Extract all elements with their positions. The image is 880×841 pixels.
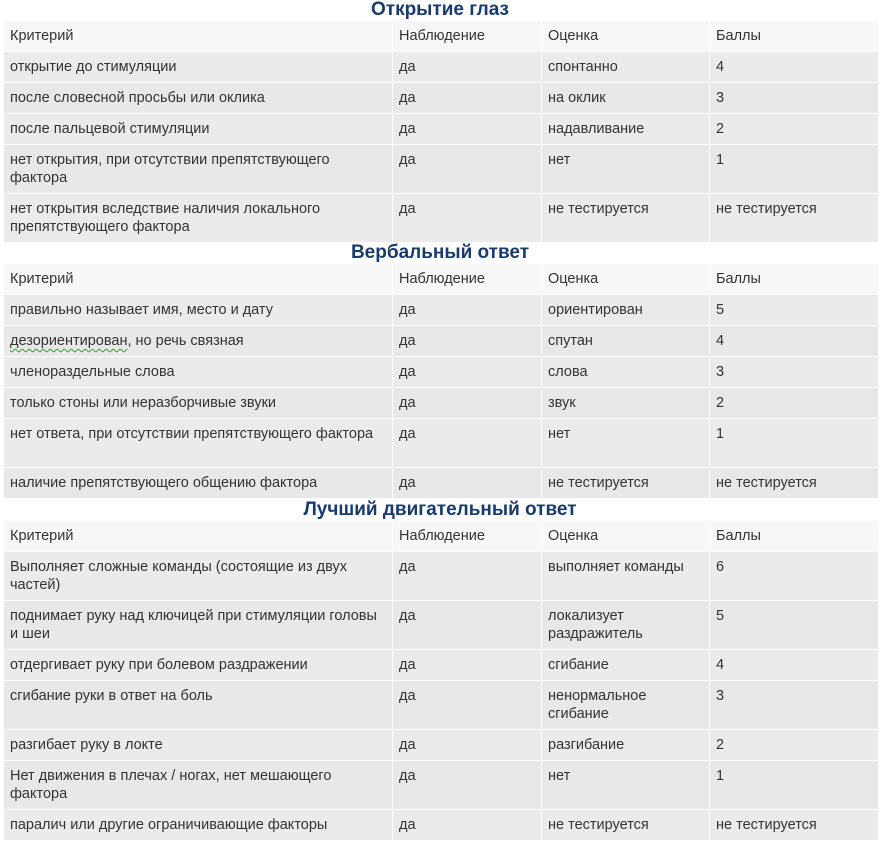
criterion-cell: после словесной просьбы или оклика (4, 83, 393, 114)
score-cell: 2 (710, 730, 879, 761)
assessment-cell: выполняет команды (542, 552, 710, 601)
table-header-row (4, 264, 879, 295)
observation-cell: да (393, 552, 542, 601)
observation-cell: да (393, 468, 542, 499)
observation-cell: да (393, 52, 542, 83)
score-cell: 1 (710, 761, 879, 810)
observation-cell: да (393, 761, 542, 810)
observation-cell: да (393, 114, 542, 145)
assessment-cell: нет (542, 419, 710, 468)
header-assessment: Оценка (542, 264, 710, 295)
header-score: Баллы (710, 264, 879, 295)
header-assessment: Оценка (542, 21, 710, 52)
criterion-cell: разгибает руку в локте (4, 730, 393, 761)
score-cell: 1 (710, 419, 879, 468)
score-cell: 6 (710, 552, 879, 601)
criterion-cell: нет открытия вследствие наличия локального препятствующего фактора (4, 194, 393, 243)
table-row (4, 761, 879, 810)
assessment-cell: спутан (542, 326, 710, 357)
criterion-cell: Нет движения в плечах / ногах, нет мешающего фактора (4, 761, 393, 810)
assessment-cell: ненормальное сгибание (542, 681, 710, 730)
verbal-response-table (3, 263, 879, 499)
criterion-cell: паралич или другие ограничивающие факторы (4, 810, 393, 841)
table-row (4, 388, 879, 419)
table-row (4, 145, 879, 194)
score-cell: 1 (710, 145, 879, 194)
observation-cell: да (393, 194, 542, 243)
assessment-cell: сгибание (542, 650, 710, 681)
table-row (4, 810, 879, 841)
assessment-cell: не тестируется (542, 194, 710, 243)
assessment-cell: нет (542, 145, 710, 194)
criterion-cell: наличие препятствующего общению фактора (4, 468, 393, 499)
criterion-cell: сгибание руки в ответ на боль (4, 681, 393, 730)
criterion-cell: только стоны или неразборчивые звуки (4, 388, 393, 419)
observation-cell: да (393, 388, 542, 419)
assessment-cell: нет (542, 761, 710, 810)
section-title-verbal-response: Вербальный ответ (350, 242, 530, 263)
motor-response-table (3, 520, 879, 841)
observation-cell: да (393, 601, 542, 650)
score-cell: 4 (710, 650, 879, 681)
observation-cell: да (393, 681, 542, 730)
header-score: Баллы (710, 21, 879, 52)
table-row (4, 681, 879, 730)
observation-cell: да (393, 326, 542, 357)
score-cell: 3 (710, 83, 879, 114)
assessment-cell: не тестируется (542, 468, 710, 499)
table-row (4, 419, 879, 468)
observation-cell: да (393, 650, 542, 681)
criterion-cell: Выполняет сложные команды (состоящие из двух частей) (4, 552, 393, 601)
criterion-cell: правильно называет имя, место и дату (4, 295, 393, 326)
table-row (4, 552, 879, 601)
header-criterion: Критерий (4, 521, 393, 552)
score-cell: 3 (710, 357, 879, 388)
section-title-eye-opening: Открытие глаз (370, 0, 509, 20)
header-observation: Наблюдение (393, 264, 542, 295)
assessment-cell: слова (542, 357, 710, 388)
criterion-cell: дезориентирован, но речь связная (4, 326, 393, 357)
observation-cell: да (393, 295, 542, 326)
table-row (4, 114, 879, 145)
assessment-cell: звук (542, 388, 710, 419)
table-row (4, 650, 879, 681)
observation-cell: да (393, 810, 542, 841)
assessment-cell: надавливание (542, 114, 710, 145)
assessment-cell: на оклик (542, 83, 710, 114)
criterion-cell: открытие до стимуляции (4, 52, 393, 83)
score-cell: 4 (710, 326, 879, 357)
assessment-cell: ориентирован (542, 295, 710, 326)
score-cell: не тестируется (710, 810, 879, 841)
observation-cell: да (393, 419, 542, 468)
table-header-row (4, 21, 879, 52)
observation-cell: да (393, 83, 542, 114)
section-title-motor-response: Лучший двигательный ответ (303, 499, 577, 520)
table-row (4, 52, 879, 83)
observation-cell: да (393, 145, 542, 194)
assessment-cell: спонтанно (542, 52, 710, 83)
score-cell: 2 (710, 388, 879, 419)
assessment-cell: разгибание (542, 730, 710, 761)
table-row (4, 730, 879, 761)
header-assessment: Оценка (542, 521, 710, 552)
score-cell: 5 (710, 601, 879, 650)
criterion-cell: после пальцевой стимуляции (4, 114, 393, 145)
score-cell: 4 (710, 52, 879, 83)
criterion-cell: отдергивает руку при болевом раздражении (4, 650, 393, 681)
header-observation: Наблюдение (393, 21, 542, 52)
table-header-row (4, 521, 879, 552)
criterion-cell: нет открытия, при отсутствии препятствующего фактора (4, 145, 393, 194)
table-row (4, 357, 879, 388)
header-criterion: Критерий (4, 21, 393, 52)
assessment-cell: локализует раздражитель (542, 601, 710, 650)
score-cell: не тестируется (710, 194, 879, 243)
score-cell: 3 (710, 681, 879, 730)
assessment-cell: не тестируется (542, 810, 710, 841)
observation-cell: да (393, 730, 542, 761)
observation-cell: да (393, 357, 542, 388)
score-cell: 5 (710, 295, 879, 326)
table-row (4, 83, 879, 114)
criterion-cell: нет ответа, при отсутствии препятствующего фактора (4, 419, 393, 468)
table-row (4, 326, 879, 357)
criterion-cell: членораздельные слова (4, 357, 393, 388)
header-observation: Наблюдение (393, 521, 542, 552)
header-score: Баллы (710, 521, 879, 552)
table-row (4, 601, 879, 650)
criterion-cell: поднимает руку над ключицей при стимуляции головы и шеи (4, 601, 393, 650)
score-cell: не тестируется (710, 468, 879, 499)
spellcheck-marked-word: дезориентирован (10, 333, 128, 349)
table-row (4, 468, 879, 499)
table-row (4, 295, 879, 326)
eye-opening-table (3, 20, 879, 243)
table-row (4, 194, 879, 243)
header-criterion: Критерий (4, 264, 393, 295)
score-cell: 2 (710, 114, 879, 145)
